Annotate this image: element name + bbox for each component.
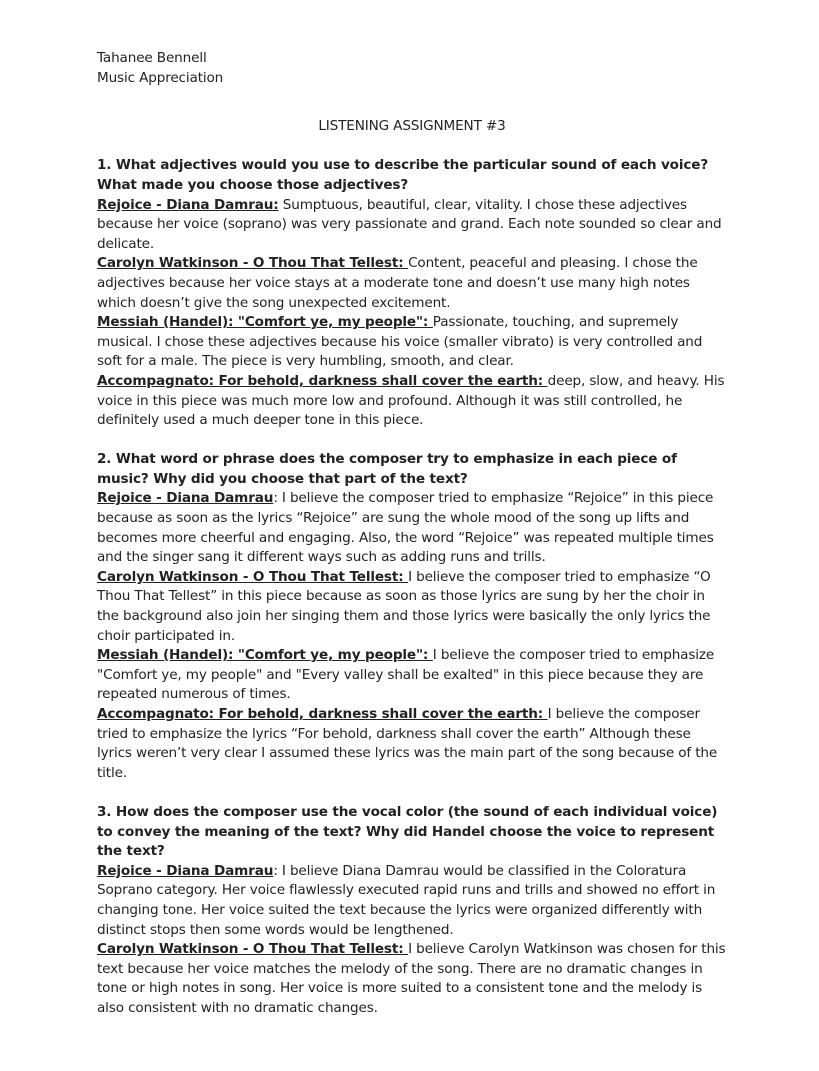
piece-label: Rejoice - Diana Damrau: [97, 862, 274, 879]
questions-container: [97, 156, 727, 1018]
answer-text: Sumptuous, beautiful, clear, vitality. I chose these adjectives because her voice (soprano) was very passionate and grand. Each note sounded so clear and delicate.: [97, 196, 722, 252]
piece-label: Carolyn Watkinson - O Thou That Tellest:: [97, 255, 409, 272]
answer-text: : I believe Diana Damrau would be classified in the Coloratura Soprano category. Her voice flawlessly executed rapid runs and trills and showed no effort in changing tone. Her voice suited the text because the lyrics were organized differently with distinct stops then some words would be lengthened.: [97, 862, 716, 938]
answer-paragraph: [97, 196, 727, 255]
piece-label: Accompagnato: For behold, darkness shall cover the earth:: [97, 372, 548, 389]
answer-text: Passionate, touching, and supremely musical. I chose these adjectives because his voice (smaller vibrato) is very controlled and soft for a male. The piece is very humbling, smooth, and clear.: [97, 314, 703, 370]
piece-label: Carolyn Watkinson - O Thou That Tellest:: [97, 941, 409, 958]
answer-text: Content, peaceful and pleasing. I chose the adjectives because her voice stays at a moderate tone and doesn’t use many high notes which doesn’t give the song unexpected excitement.: [97, 255, 698, 311]
piece-label: Accompagnato: For behold, darkness shall cover the earth:: [97, 706, 548, 722]
piece-label: Rejoice - Diana Damrau:: [97, 196, 279, 213]
answer-paragraph: [97, 568, 727, 646]
question-section: [97, 156, 727, 430]
question-text: 1. What adjectives would you use to describe the particular sound of each voice? What made you choose those adjectives?: [97, 157, 709, 193]
answer-paragraph: [97, 489, 727, 567]
question-section: [97, 803, 727, 1019]
answer-text: deep, slow, and heavy. His voice in this piece was much more low and profound. Although it was still controlled, he definitely used a much deeper tone in this piece.: [97, 372, 725, 429]
assignment-title: LISTENING ASSIGNMENT #3: [318, 118, 506, 135]
piece-label: Carolyn Watkinson - O Thou That Tellest:: [97, 568, 409, 585]
answer-text: : I believe the composer tried to emphasize “Rejoice” in this piece because as soon as the lyrics “Rejoice” are sung the whole mood of the song up lifts and becomes more cheerful and engaging. Also, the word “Rejoice” was repeated multiple times and the singer sang it different ways such as adding runs and trills.: [97, 490, 714, 566]
piece-label: Messiah (Handel): "Comfort ye, my people":: [97, 647, 433, 664]
piece-label: Rejoice - Diana Damrau: [97, 490, 274, 507]
answer-paragraph: [97, 862, 727, 940]
question-text: 3. How does the composer use the vocal color (the sound of each individual voice) to convey the meaning of the text? Why did Handel choose the voice to represent the text?: [97, 803, 718, 860]
answer-paragraph: [97, 646, 727, 705]
piece-label: Messiah (Handel): "Comfort ye, my people":: [97, 314, 433, 331]
answer-paragraph: [97, 705, 727, 783]
answer-text: I believe the composer tried to emphasize the lyrics “For behold, darkness shall cover the earth” Although these lyrics weren’t very clear I assumed these lyrics was the main part of the song because of the title.: [97, 706, 718, 781]
answer-text: I believe the composer tried to emphasize “O Thou That Tellest” in this piece because as soon as those lyrics are sung by her the choir in the background also join her singing them and those lyrics were basically the only lyrics the choir participated in.: [97, 568, 711, 644]
course-name: Music Appreciation: [97, 69, 224, 86]
header-block: [97, 49, 727, 88]
question-section: [97, 450, 727, 783]
answer-text: I believe Carolyn Watkinson was chosen for this text because her voice matches the melody of the song. There are no dramatic changes in tone or high notes in song. Her voice is more suited to a consistent tone and the melody is also consistent with no dramatic changes.: [97, 941, 726, 1016]
answer-paragraph: [97, 313, 727, 372]
answer-paragraph: [97, 254, 727, 313]
answer-paragraph: [97, 940, 727, 1018]
answer-paragraph: [97, 372, 727, 431]
question-text: 2. What word or phrase does the composer try to emphasize in each piece of music? Why did you choose that part of the text?: [97, 451, 677, 487]
answer-text: I believe the composer tried to emphasize "Comfort ye, my people" and "Every valley shall be exalted" in this piece because they are repeated numerous of times.: [97, 647, 715, 703]
student-name: Tahanee Bennell: [97, 50, 207, 66]
document-page: [97, 49, 727, 1038]
